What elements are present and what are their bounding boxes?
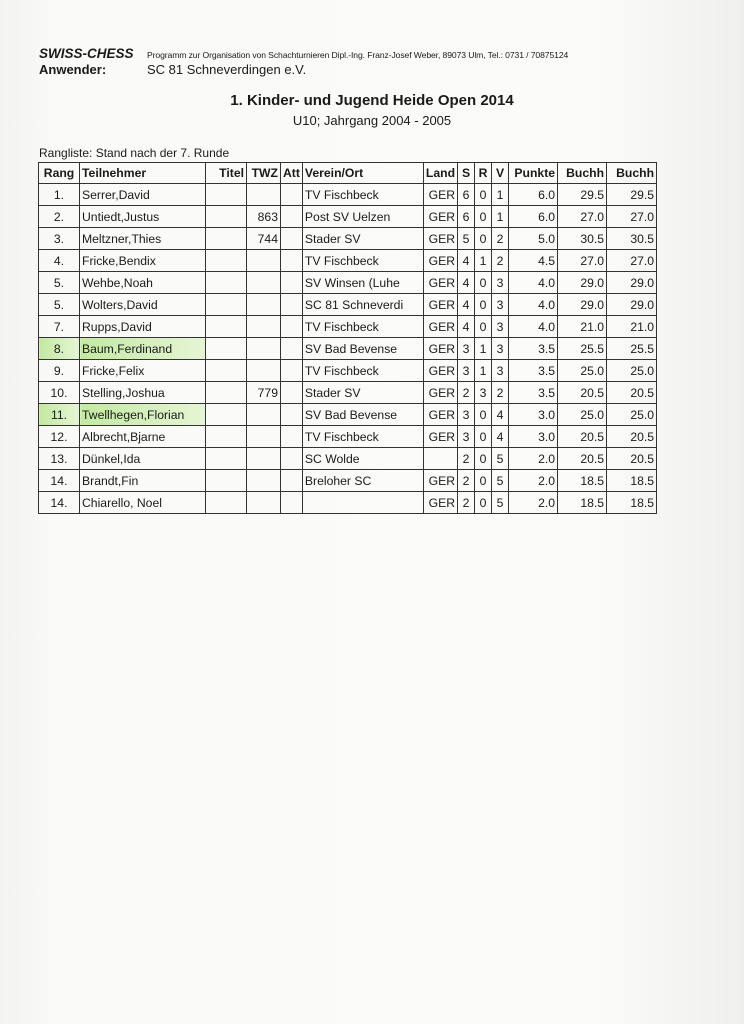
cell-buchh-1: 27.0 (558, 250, 607, 272)
table-row (39, 382, 657, 404)
cell-att (281, 338, 303, 360)
cell-buchh-2: 21.0 (607, 316, 657, 338)
table-row (39, 492, 657, 514)
cell-punkte: 3.0 (509, 404, 558, 426)
table-row (39, 316, 657, 338)
cell-v: 3 (492, 360, 509, 382)
cell-v: 4 (492, 404, 509, 426)
cell-att (281, 470, 303, 492)
cell-verein: TV Fischbeck (302, 316, 423, 338)
cell-verein: SV Bad Bevense (302, 338, 423, 360)
cell-buchh-2: 25.5 (607, 338, 657, 360)
cell-buchh-2: 27.0 (607, 250, 657, 272)
title-block (0, 92, 744, 128)
cell-titel (206, 184, 247, 206)
cell-teilnehmer: Untiedt,Justus (80, 206, 206, 228)
cell-punkte: 4.0 (509, 316, 558, 338)
cell-s: 6 (458, 206, 475, 228)
cell-buchh-2: 20.5 (607, 382, 657, 404)
cell-att (281, 426, 303, 448)
cell-verein: TV Fischbeck (302, 250, 423, 272)
cell-titel (206, 360, 247, 382)
cell-twz (247, 426, 281, 448)
cell-r: 0 (475, 206, 492, 228)
cell-twz (247, 316, 281, 338)
cell-titel (206, 338, 247, 360)
cell-punkte: 2.0 (509, 492, 558, 514)
col-v: V (492, 163, 509, 184)
cell-teilnehmer: Meltzner,Thies (80, 228, 206, 250)
cell-land: GER (423, 338, 457, 360)
cell-s: 2 (458, 492, 475, 514)
cell-land: GER (423, 250, 457, 272)
cell-land: GER (423, 382, 457, 404)
cell-buchh-2: 20.5 (607, 426, 657, 448)
col-punkte: Punkte (509, 163, 558, 184)
cell-titel (206, 272, 247, 294)
cell-rang: 8. (39, 338, 80, 360)
cell-r: 0 (475, 448, 492, 470)
cell-rang: 3. (39, 228, 80, 250)
cell-r: 0 (475, 228, 492, 250)
col-rang: Rang (39, 163, 80, 184)
program-info: Programm zur Organisation von Schachturnieren Dipl.-Ing. Franz-Josef Weber, 89073 Ulm, Tel.: 0731 / 70875124 (147, 50, 569, 60)
cell-buchh-1: 20.5 (558, 426, 607, 448)
col-verein: Verein/Ort (302, 163, 423, 184)
table-row (39, 228, 657, 250)
cell-buchh-2: 18.5 (607, 470, 657, 492)
table-row (39, 206, 657, 228)
cell-land: GER (423, 316, 457, 338)
cell-buchh-2: 20.5 (607, 448, 657, 470)
cell-titel (206, 250, 247, 272)
col-s: S (458, 163, 475, 184)
cell-att (281, 448, 303, 470)
cell-buchh-1: 29.0 (558, 272, 607, 294)
col-land: Land (423, 163, 457, 184)
cell-v: 1 (492, 184, 509, 206)
cell-buchh-2: 18.5 (607, 492, 657, 514)
cell-v: 2 (492, 228, 509, 250)
col-twz: TWZ (247, 163, 281, 184)
cell-att (281, 404, 303, 426)
ranking-status: Rangliste: Stand nach der 7. Runde (39, 146, 230, 160)
cell-verein: Stader SV (302, 382, 423, 404)
cell-land: GER (423, 228, 457, 250)
cell-att (281, 492, 303, 514)
cell-v: 5 (492, 470, 509, 492)
cell-titel (206, 470, 247, 492)
cell-rang: 14. (39, 492, 80, 514)
cell-verein: SC Wolde (302, 448, 423, 470)
col-r: R (475, 163, 492, 184)
cell-teilnehmer: Albrecht,Bjarne (80, 426, 206, 448)
table-row (39, 470, 657, 492)
cell-buchh-2: 30.5 (607, 228, 657, 250)
cell-punkte: 2.0 (509, 470, 558, 492)
table-row (39, 426, 657, 448)
cell-att (281, 250, 303, 272)
cell-verein: SV Bad Bevense (302, 404, 423, 426)
cell-buchh-1: 29.5 (558, 184, 607, 206)
table-row (39, 250, 657, 272)
header-line-2 (39, 62, 719, 77)
cell-titel (206, 492, 247, 514)
cell-verein: TV Fischbeck (302, 184, 423, 206)
table-row (39, 404, 657, 426)
col-buchh-2: Buchh (607, 163, 657, 184)
cell-r: 0 (475, 492, 492, 514)
cell-att (281, 272, 303, 294)
cell-rang: 11. (39, 404, 80, 426)
cell-verein (302, 492, 423, 514)
cell-v: 3 (492, 294, 509, 316)
cell-rang: 14. (39, 470, 80, 492)
cell-punkte: 4.0 (509, 272, 558, 294)
cell-land: GER (423, 206, 457, 228)
col-teilnehmer: Teilnehmer (80, 163, 206, 184)
col-buchh-1: Buchh (558, 163, 607, 184)
cell-s: 4 (458, 250, 475, 272)
cell-punkte: 3.5 (509, 382, 558, 404)
cell-buchh-2: 29.5 (607, 184, 657, 206)
cell-rang: 7. (39, 316, 80, 338)
cell-rang: 12. (39, 426, 80, 448)
cell-r: 0 (475, 470, 492, 492)
cell-buchh-1: 27.0 (558, 206, 607, 228)
cell-teilnehmer: Twellhegen,Florian (80, 404, 206, 426)
cell-buchh-2: 29.0 (607, 294, 657, 316)
cell-twz (247, 184, 281, 206)
cell-s: 3 (458, 404, 475, 426)
cell-verein: Post SV Uelzen (302, 206, 423, 228)
cell-v: 2 (492, 250, 509, 272)
cell-twz (247, 360, 281, 382)
col-titel: Titel (206, 163, 247, 184)
cell-buchh-1: 30.5 (558, 228, 607, 250)
cell-r: 0 (475, 272, 492, 294)
cell-verein: SC 81 Schneverdi (302, 294, 423, 316)
cell-att (281, 206, 303, 228)
cell-land: GER (423, 470, 457, 492)
cell-land: GER (423, 272, 457, 294)
cell-rang: 2. (39, 206, 80, 228)
cell-teilnehmer: Wolters,David (80, 294, 206, 316)
cell-punkte: 4.5 (509, 250, 558, 272)
cell-punkte: 3.5 (509, 360, 558, 382)
cell-titel (206, 404, 247, 426)
cell-buchh-1: 18.5 (558, 492, 607, 514)
cell-twz (247, 492, 281, 514)
cell-twz (247, 404, 281, 426)
cell-punkte: 2.0 (509, 448, 558, 470)
cell-punkte: 4.0 (509, 294, 558, 316)
cell-s: 2 (458, 448, 475, 470)
col-att: Att (281, 163, 303, 184)
cell-teilnehmer: Rupps,David (80, 316, 206, 338)
cell-teilnehmer: Baum,Ferdinand (80, 338, 206, 360)
cell-v: 3 (492, 338, 509, 360)
table-row (39, 338, 657, 360)
document-header (39, 46, 719, 77)
cell-s: 2 (458, 382, 475, 404)
cell-twz (247, 272, 281, 294)
cell-buchh-1: 25.5 (558, 338, 607, 360)
cell-v: 4 (492, 426, 509, 448)
cell-twz (247, 338, 281, 360)
cell-land: GER (423, 360, 457, 382)
cell-s: 2 (458, 470, 475, 492)
cell-punkte: 6.0 (509, 184, 558, 206)
cell-r: 1 (475, 250, 492, 272)
cell-titel (206, 206, 247, 228)
user-value: SC 81 Schneverdingen e.V. (147, 62, 307, 77)
cell-rang: 9. (39, 360, 80, 382)
cell-v: 3 (492, 272, 509, 294)
cell-att (281, 382, 303, 404)
cell-land: GER (423, 294, 457, 316)
tournament-title: 1. Kinder- und Jugend Heide Open 2014 (230, 92, 514, 109)
cell-land: GER (423, 492, 457, 514)
cell-rang: 5. (39, 294, 80, 316)
cell-verein: Breloher SC (302, 470, 423, 492)
table-row (39, 184, 657, 206)
cell-titel (206, 448, 247, 470)
cell-v: 5 (492, 492, 509, 514)
cell-titel (206, 294, 247, 316)
table-row (39, 272, 657, 294)
table-row (39, 294, 657, 316)
cell-teilnehmer: Brandt,Fin (80, 470, 206, 492)
user-label: Anwender: (39, 62, 107, 77)
cell-s: 4 (458, 294, 475, 316)
cell-buchh-1: 25.0 (558, 404, 607, 426)
cell-rang: 10. (39, 382, 80, 404)
cell-punkte: 5.0 (509, 228, 558, 250)
ranking-table (38, 162, 657, 514)
cell-att (281, 294, 303, 316)
cell-teilnehmer: Fricke,Bendix (80, 250, 206, 272)
cell-att (281, 360, 303, 382)
header-line-1 (39, 46, 719, 61)
cell-twz (247, 250, 281, 272)
cell-s: 3 (458, 338, 475, 360)
cell-punkte: 3.0 (509, 426, 558, 448)
table-body (39, 184, 657, 514)
cell-punkte: 6.0 (509, 206, 558, 228)
cell-twz (247, 294, 281, 316)
cell-s: 4 (458, 316, 475, 338)
cell-rang: 13. (39, 448, 80, 470)
cell-s: 3 (458, 426, 475, 448)
cell-verein: Stader SV (302, 228, 423, 250)
cell-punkte: 3.5 (509, 338, 558, 360)
cell-twz: 863 (247, 206, 281, 228)
cell-att (281, 228, 303, 250)
cell-teilnehmer: Fricke,Felix (80, 360, 206, 382)
cell-land: GER (423, 426, 457, 448)
brand-name: SWISS-CHESS (39, 46, 134, 61)
cell-teilnehmer: Serrer,David (80, 184, 206, 206)
cell-att (281, 184, 303, 206)
cell-buchh-1: 25.0 (558, 360, 607, 382)
cell-buchh-2: 29.0 (607, 272, 657, 294)
cell-r: 1 (475, 338, 492, 360)
table-header-row (39, 163, 657, 184)
cell-rang: 1. (39, 184, 80, 206)
cell-twz: 744 (247, 228, 281, 250)
cell-buchh-1: 20.5 (558, 448, 607, 470)
cell-att (281, 316, 303, 338)
cell-buchh-2: 25.0 (607, 404, 657, 426)
cell-rang: 5. (39, 272, 80, 294)
cell-s: 3 (458, 360, 475, 382)
cell-r: 0 (475, 184, 492, 206)
cell-r: 0 (475, 404, 492, 426)
cell-twz (247, 470, 281, 492)
cell-buchh-1: 20.5 (558, 382, 607, 404)
cell-buchh-1: 29.0 (558, 294, 607, 316)
cell-land: GER (423, 404, 457, 426)
cell-teilnehmer: Stelling,Joshua (80, 382, 206, 404)
cell-buchh-1: 21.0 (558, 316, 607, 338)
cell-titel (206, 228, 247, 250)
cell-titel (206, 426, 247, 448)
table-row (39, 360, 657, 382)
cell-twz: 779 (247, 382, 281, 404)
cell-verein: SV Winsen (Luhe (302, 272, 423, 294)
cell-verein: TV Fischbeck (302, 426, 423, 448)
cell-v: 2 (492, 382, 509, 404)
cell-rang: 4. (39, 250, 80, 272)
cell-s: 4 (458, 272, 475, 294)
cell-s: 5 (458, 228, 475, 250)
cell-s: 6 (458, 184, 475, 206)
cell-titel (206, 382, 247, 404)
cell-verein: TV Fischbeck (302, 360, 423, 382)
cell-teilnehmer: Wehbe,Noah (80, 272, 206, 294)
cell-v: 5 (492, 448, 509, 470)
tournament-subtitle: U10; Jahrgang 2004 - 2005 (292, 113, 452, 128)
table-row (39, 448, 657, 470)
cell-teilnehmer: Chiarello, Noel (80, 492, 206, 514)
cell-buchh-2: 25.0 (607, 360, 657, 382)
cell-titel (206, 316, 247, 338)
cell-land: GER (423, 184, 457, 206)
cell-r: 0 (475, 426, 492, 448)
cell-r: 3 (475, 382, 492, 404)
cell-buchh-2: 27.0 (607, 206, 657, 228)
cell-r: 1 (475, 360, 492, 382)
cell-v: 1 (492, 206, 509, 228)
cell-r: 0 (475, 316, 492, 338)
cell-v: 3 (492, 316, 509, 338)
cell-r: 0 (475, 294, 492, 316)
cell-buchh-1: 18.5 (558, 470, 607, 492)
cell-teilnehmer: Dünkel,Ida (80, 448, 206, 470)
cell-twz (247, 448, 281, 470)
cell-land (423, 448, 457, 470)
